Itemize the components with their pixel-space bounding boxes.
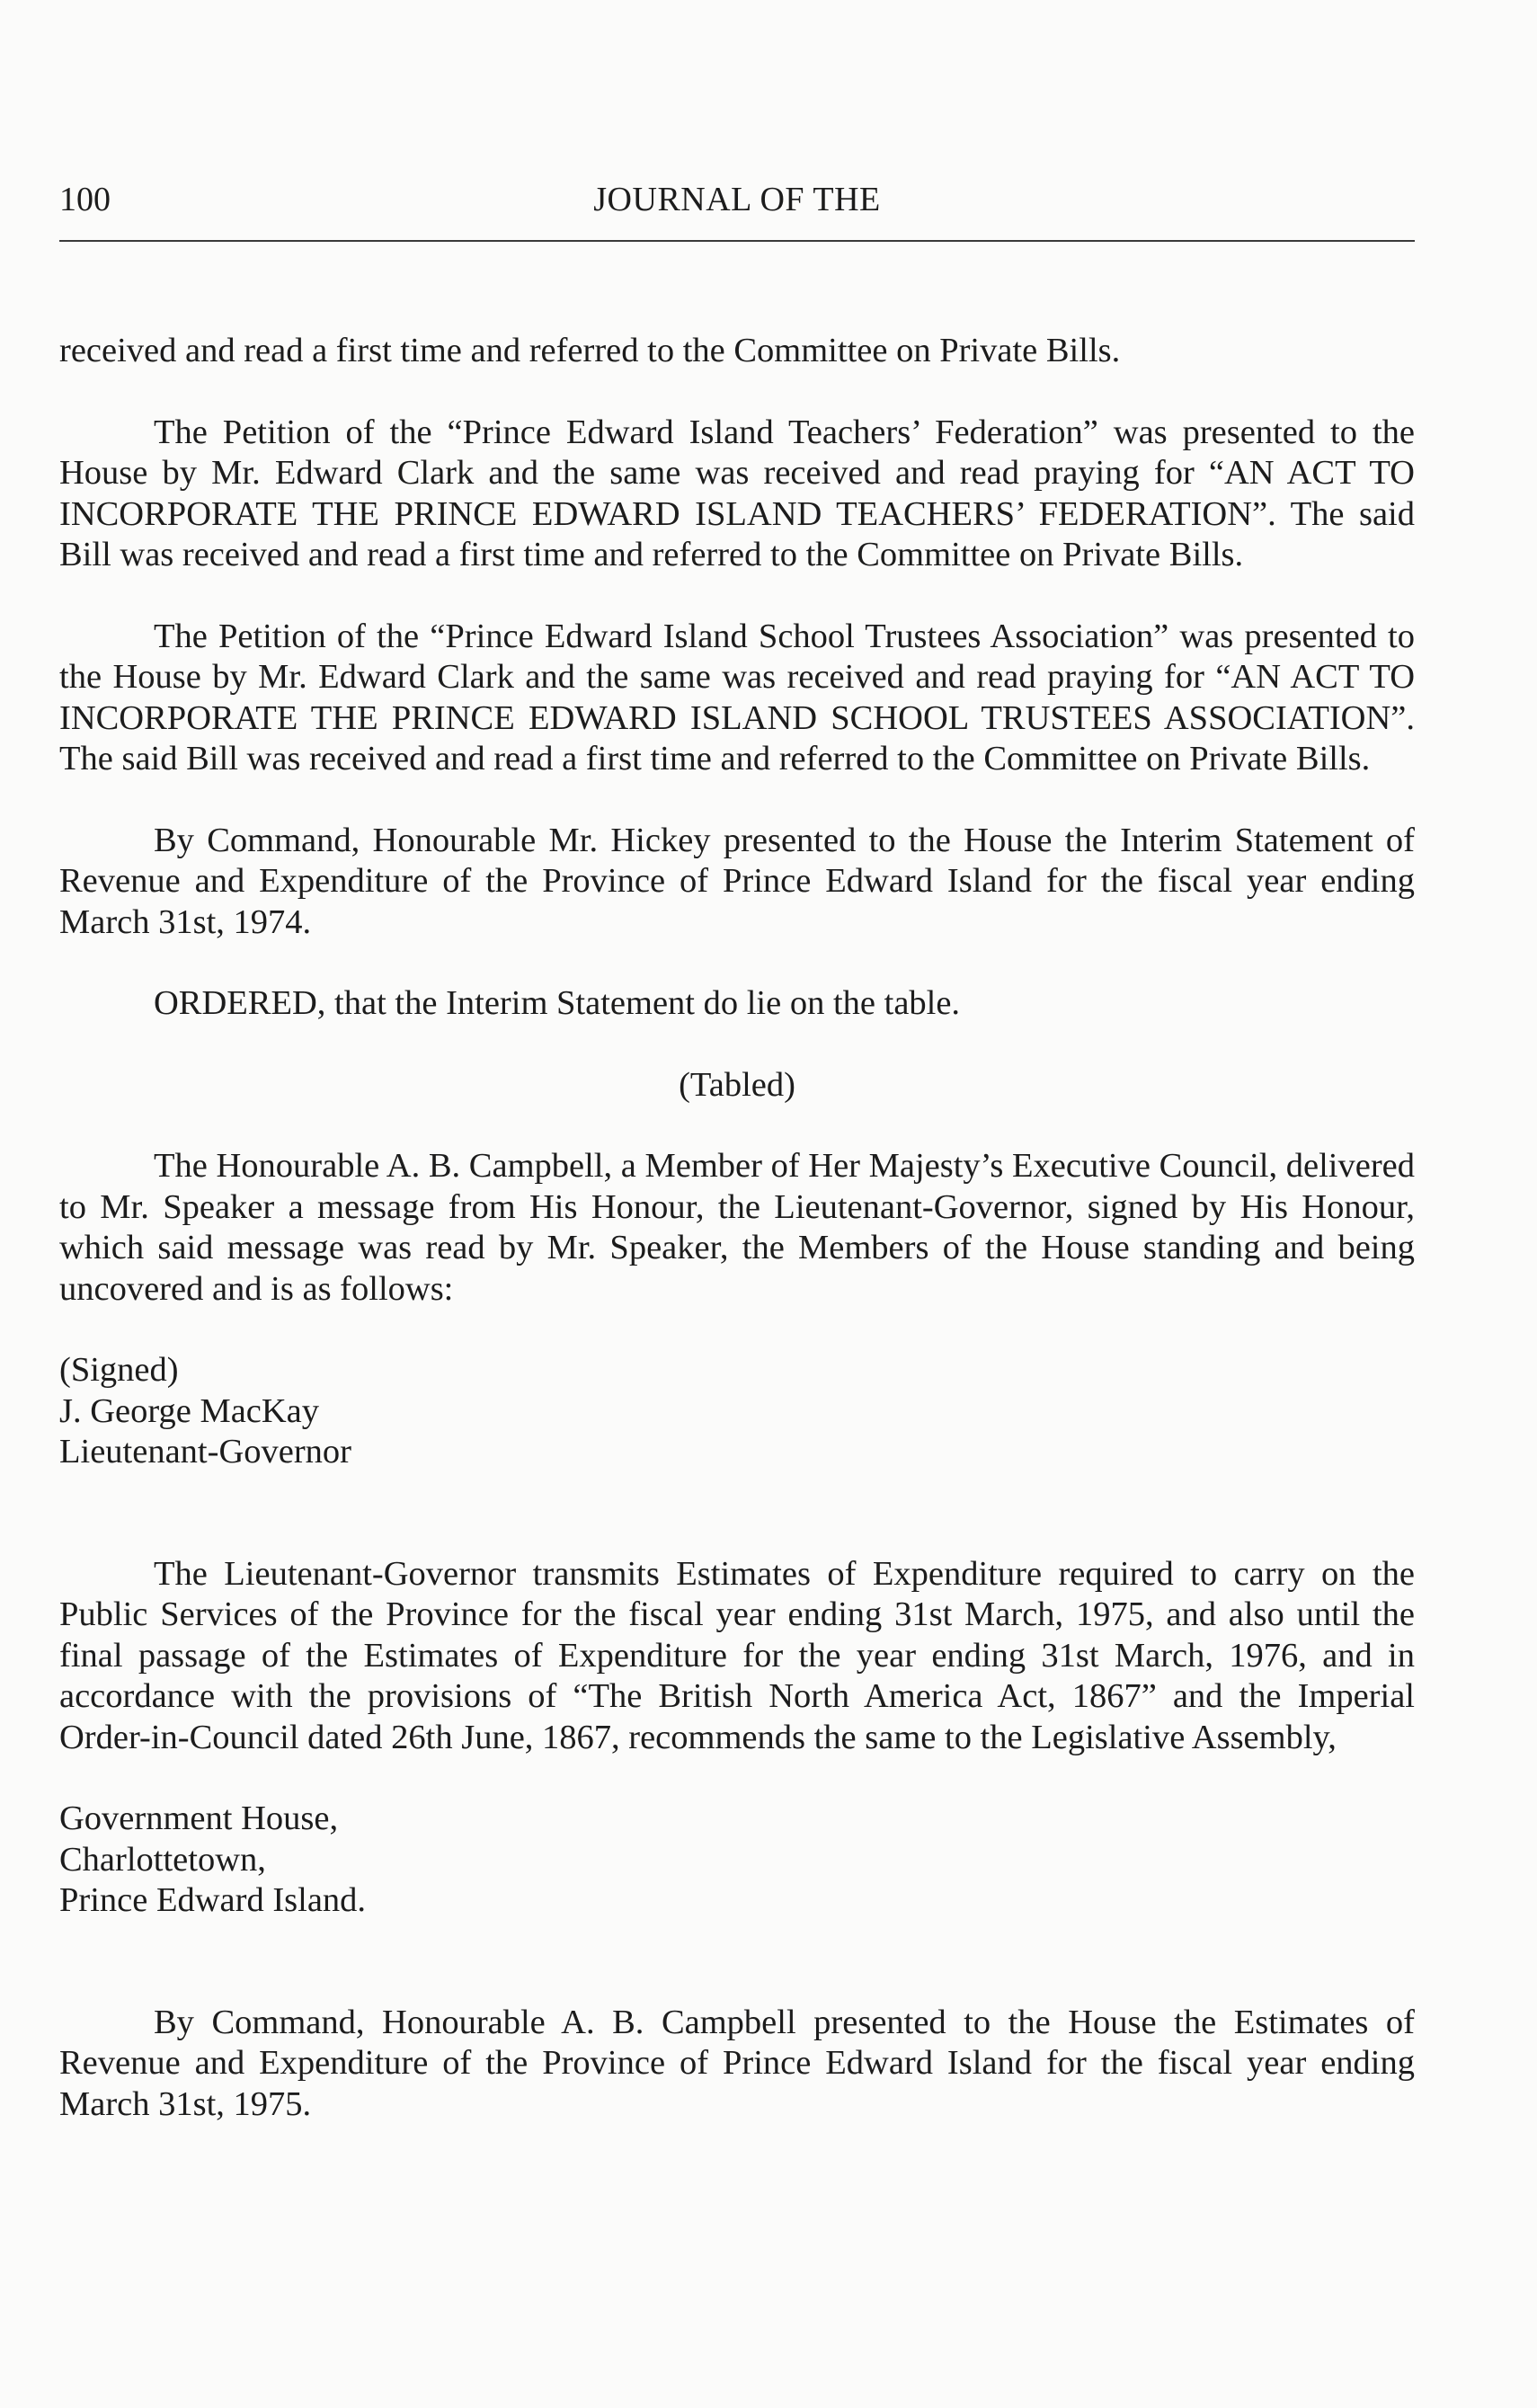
paragraph-continuation: received and read a first time and referred to the Committee on Private Bills.	[59, 332, 1121, 369]
tabled-note: (Tabled)	[679, 1065, 795, 1104]
paragraph-estimates-transmittal: The Lieutenant-Governor transmits Estimates of Expenditure required to carry on the Public Services of the Province for the fiscal year ending 31st March, 1975, and also until the final passage of the Estimates of Expenditure for the year ending 31st March, 1976, and in accordance with the provisions of “The British North America Act, 1867” and the Imperial Order-in-Council dated 26th June, 1867, recommends the same to the Legislative Assembly,	[59, 1554, 1415, 1756]
address-line-2: Charlottetown,	[59, 1840, 266, 1879]
journal-body	[59, 331, 1415, 2125]
signatory-name: J. George MacKay	[59, 1391, 320, 1430]
running-head: JOURNAL OF THE	[593, 181, 881, 218]
signature-block	[59, 1350, 1415, 1473]
paragraph-executive-council-message: The Honourable A. B. Campbell, a Member of Her Majesty’s Executive Council, delivered to Mr. Speaker a message from His Honour, the Lieutenant-Governor, signed by His Honour, which said message was read by Mr. Speaker, the Members of the House standing and being uncovered and is as follows:	[59, 1147, 1415, 1308]
paragraph-interim-statement: By Command, Honourable Mr. Hickey presented to the House the Interim Statement of Revenue and Expenditure of the Province of Prince Edward Island for the fiscal year ending March 31st, 1974.	[59, 821, 1415, 941]
address-block	[59, 1799, 1415, 1922]
paragraph-ordered: ORDERED, that the Interim Statement do lie on the table.	[154, 984, 961, 1022]
paragraph-school-trustees-petition: The Petition of the “Prince Edward Island School Trustees Association” was presented to the House by Mr. Edward Clark and the same was received and read praying for “AN ACT TO INCORPORATE THE PRINCE EDWARD ISLAND SCHOOL TRUSTEES ASSOCIATION”. The said Bill was received and read a first time and referred to the Committee on Private Bills.	[59, 617, 1415, 777]
page-number: 100	[59, 181, 111, 218]
page-header	[59, 180, 1415, 227]
signatory-title: Lieutenant-Governor	[59, 1433, 351, 1471]
paragraph-estimates-presented: By Command, Honourable A. B. Campbell presented to the House the Estimates of Revenue and Expenditure of the Province of Prince Edward Island for the fiscal year ending March 31st, 1975.	[59, 2003, 1415, 2123]
paragraph-teachers-federation-petition: The Petition of the “Prince Edward Island Teachers’ Federation” was presented to the House by Mr. Edward Clark and the same was received and read praying for “AN ACT TO INCORPORATE THE PRINCE EDWARD ISLAND TEACHERS’ FEDERATION”. The said Bill was received and read a first time and referred to the Committee on Private Bills.	[59, 413, 1415, 573]
signed-label: (Signed)	[59, 1351, 179, 1389]
address-line-3: Prince Edward Island.	[59, 1881, 367, 1919]
address-line-1: Government House,	[59, 1799, 339, 1837]
header-rule	[59, 240, 1415, 242]
